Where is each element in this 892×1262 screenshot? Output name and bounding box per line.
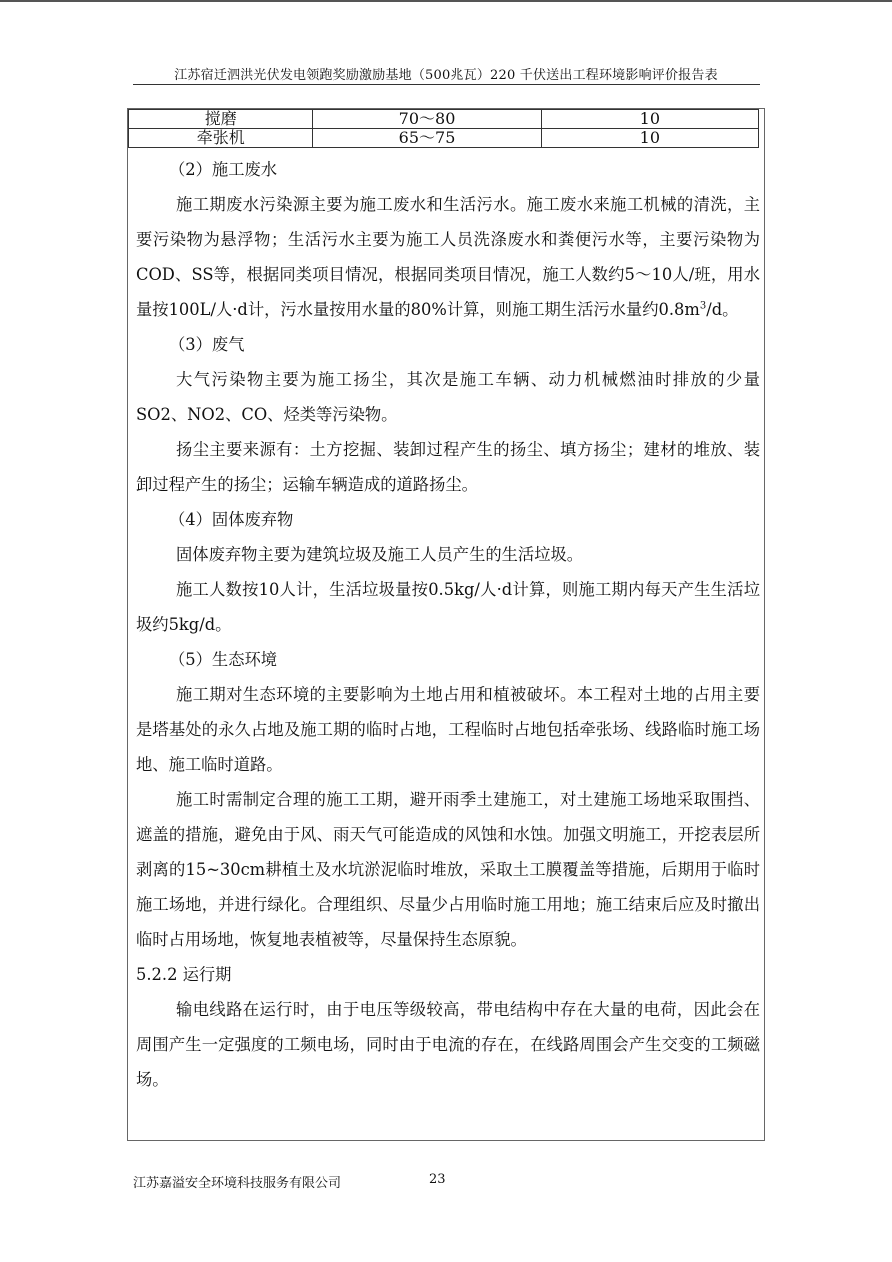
page-number: 23 [429,1172,446,1187]
table-row [129,110,759,129]
equipment-cell: 牵张机 [129,129,313,148]
ecology-paragraph-2: 施工时需制定合理的施工工期，避开雨季土建施工，对土建施工场地采取围挡、遮盖的措施，避免由于风、雨天气可能造成的风蚀和水蚀。加强文明施工，开挖表层所剥离的15~30cm耕植土及水坑淤泥临时堆放，采取土工膜覆盖等措施，后期用于临时施工场地，并进行绿化。合理组织、尽量少占用临时施工用地；施工结束后应及时撤出临时占用场地，恢复地表植被等，尽量保持生态原貌。 [136,790,760,949]
exhaust-paragraph-1: 大气污染物主要为施工扬尘，其次是施工车辆、动力机械燃油时排放的少量SO2、NO2、CO、烃类等污染物。 [136,370,760,424]
operation-paragraph: 输电线路在运行时，由于电压等级较高，带电结构中存在大量的电荷，因此会在周围产生一定强度的工频电场，同时由于电流的存在，在线路周围会产生交变的工频磁场。 [136,1000,760,1089]
sewage-volume-unit: /d。 [706,300,739,319]
equipment-cell: 搅磨 [129,110,313,129]
solid-waste-paragraph-2: 施工人数按10人计，生活垃圾量按0.5kg/人·d计算，则施工期内每天产生生活垃圾约5kg/d。 [136,580,760,634]
exhaust-heading: （3）废气 [169,335,245,354]
distance-cell: 10 [541,129,758,148]
page-top-border [0,0,892,2]
report-header-title: 江苏宿迁泗洪光伏发电领跑奖励激励基地（500兆瓦）220 千伏送出工程环境影响评价报告表 [174,68,718,83]
ecology-heading: （5）生态环境 [169,650,278,669]
noise-level-cell: 65～75 [313,129,541,148]
solid-waste-heading: （4）固体废弃物 [169,510,294,529]
distance-cell: 10 [541,110,758,129]
header-rule [133,84,760,85]
wastewater-paragraph [136,187,760,327]
footer-company: 江苏嘉溢安全环境科技服务有限公司 [133,1176,342,1191]
noise-level-cell: 70～80 [313,110,541,129]
solid-waste-paragraph-1: 固体废弃物主要为建筑垃圾及施工人员产生的生活垃圾。 [176,545,584,564]
wastewater-heading: （2）施工废水 [169,160,278,179]
report-frame [127,108,765,1141]
operation-heading: 5.2.2 运行期 [136,965,232,984]
table-row [129,129,759,148]
wastewater-text: 施工期废水污染源主要为施工废水和生活污水。施工废水来施工机械的清洗，主要污染物为悬浮物；生活污水主要为施工人员洗涤废水和粪便污水等，主要污染物为COD、SS等，根据同类项目情况，根据同类项目情况，施工人数约5～10人/班，用水量按100L/人·d计，污水量按用水量的80%计算，则施工期生活污水量约 [136,195,760,319]
cubic-superscript: 3 [699,300,707,312]
ecology-paragraph-1: 施工期对生态环境的主要影响为土地占用和植被破坏。本工程对土地的占用主要是塔基处的永久占地及施工期的临时占地，工程临时占地包括牵张场、线路临时施工场地、施工临时道路。 [136,685,760,774]
exhaust-paragraph-2: 扬尘主要来源有：土方挖掘、装卸过程产生的扬尘、填方扬尘；建材的堆放、装卸过程产生的扬尘；运输车辆造成的道路扬尘。 [136,440,760,494]
noise-source-table [128,109,759,148]
sewage-volume-value: 0.8m [658,300,700,319]
report-body [136,151,760,1097]
